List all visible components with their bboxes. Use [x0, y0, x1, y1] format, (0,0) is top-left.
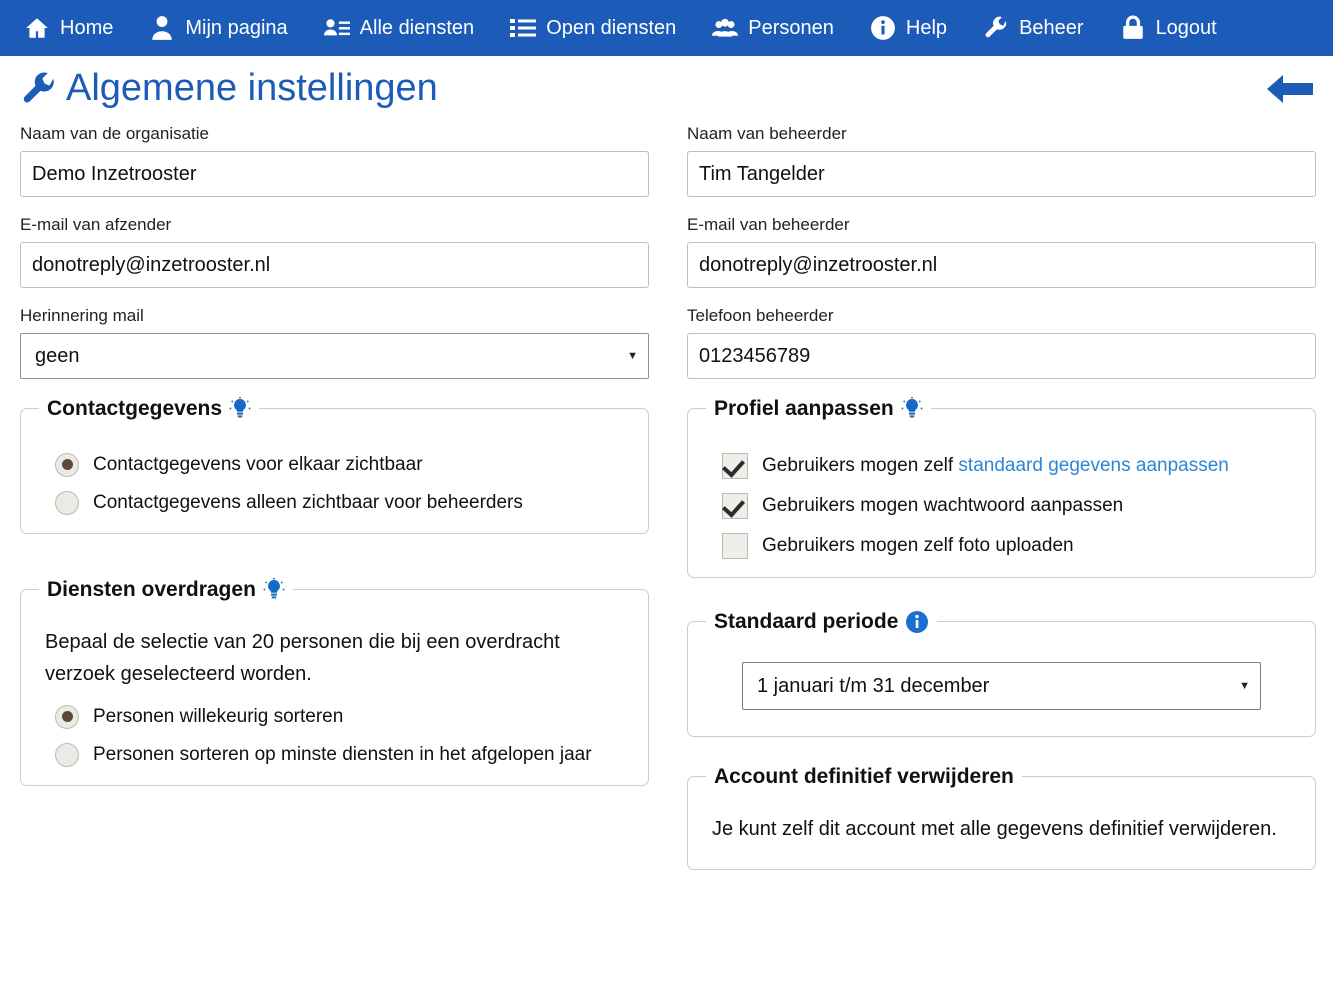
- nav-item-home[interactable]: [6, 0, 131, 56]
- diensten-overdragen-fieldset: [20, 578, 649, 786]
- right-column: [687, 124, 1316, 870]
- checkbox-change-password[interactable]: [722, 493, 748, 519]
- admin-name-label: Naam van beheerder: [687, 123, 847, 143]
- field-org-name: [20, 124, 649, 197]
- profile-option-row[interactable]: [722, 493, 1297, 519]
- field-reminder-mail: [20, 306, 649, 379]
- standaard-periode-fieldset: [687, 610, 1316, 737]
- chevron-down-icon: ▼: [1239, 679, 1250, 692]
- radio-sort-random[interactable]: [55, 705, 79, 729]
- contactgegevens-legend: [39, 397, 259, 421]
- sender-email-label: E-mail van afzender: [20, 214, 172, 234]
- list-icon: [510, 15, 536, 41]
- person-icon: [149, 15, 175, 41]
- field-admin-name: [687, 124, 1316, 197]
- nav-label: Home: [60, 16, 114, 39]
- transfer-option-label: Personen willekeurig sorteren: [93, 705, 344, 727]
- left-column: [20, 124, 649, 870]
- admin-name-input[interactable]: Tim Tangelder: [687, 151, 1316, 197]
- sender-email-input[interactable]: donotreply@inzetrooster.nl: [20, 242, 649, 288]
- lock-icon: [1120, 15, 1146, 41]
- nav-label: Personen: [748, 16, 834, 39]
- radio-contact-visible-all[interactable]: [55, 453, 79, 477]
- back-arrow-icon[interactable]: [1267, 72, 1313, 106]
- profile-option-label: Gebruikers mogen wachtwoord aanpassen: [762, 494, 1124, 516]
- nav-item-beheer[interactable]: [965, 0, 1102, 56]
- settings-columns: [0, 114, 1333, 870]
- group-icon: [712, 15, 738, 41]
- profiel-aanpassen-legend: [706, 397, 931, 421]
- wrench-icon: [983, 15, 1009, 41]
- nav-item-alle-diensten[interactable]: [306, 0, 493, 56]
- field-sender-email: [20, 215, 649, 288]
- people-list-icon: [324, 15, 350, 41]
- contact-option-row[interactable]: [55, 453, 630, 477]
- nav-item-mijn-pagina[interactable]: [131, 0, 305, 56]
- field-admin-email: [687, 215, 1316, 288]
- page-header: [0, 56, 1333, 114]
- radio-sort-least-shifts[interactable]: [55, 743, 79, 767]
- standaard-periode-field: [706, 644, 1297, 718]
- lightbulb-icon: [901, 397, 923, 421]
- nav-label: Open diensten: [546, 16, 677, 39]
- diensten-overdragen-legend-text: Diensten overdragen: [47, 577, 256, 601]
- checkbox-upload-photo[interactable]: [722, 533, 748, 559]
- page-title: Algemene instellingen: [66, 67, 438, 109]
- org-name-label: Naam van de organisatie: [20, 123, 210, 143]
- org-name-input[interactable]: Demo Inzetrooster: [20, 151, 649, 197]
- nav-label: Mijn pagina: [185, 16, 288, 39]
- main-navbar: [0, 0, 1333, 56]
- nav-item-help[interactable]: [852, 0, 965, 56]
- standaard-gegevens-link[interactable]: standaard gegevens aanpassen: [958, 454, 1229, 476]
- wrench-icon: [20, 70, 58, 108]
- transfer-option-label: Personen sorteren op minste diensten in het afgelopen jaar: [93, 743, 592, 765]
- profile-option-row[interactable]: [722, 533, 1297, 559]
- standaard-periode-select[interactable]: [742, 662, 1261, 710]
- contactgegevens-fieldset: [20, 397, 649, 534]
- lightbulb-icon: [263, 578, 285, 602]
- standaard-periode-legend: [706, 610, 937, 634]
- home-icon: [24, 15, 50, 41]
- nav-item-logout[interactable]: [1102, 0, 1235, 56]
- admin-phone-label: Telefoon beheerder: [687, 305, 834, 325]
- account-verwijderen-legend: Account definitief verwijderen: [714, 764, 1014, 788]
- radio-contact-visible-admins[interactable]: [55, 491, 79, 515]
- diensten-overdragen-description: Bepaal de selectie van 20 personen die bij een overdracht verzoek geselecteerd worden.: [45, 630, 560, 686]
- info-icon[interactable]: [905, 610, 929, 634]
- nav-label: Help: [905, 16, 948, 39]
- chevron-down-icon: ▼: [627, 349, 638, 362]
- nav-label: Logout: [1155, 16, 1217, 39]
- contactgegevens-legend-text: Contactgegevens: [47, 396, 223, 420]
- field-admin-phone: [687, 306, 1316, 379]
- profile-option-label: Gebruikers mogen zelf foto uploaden: [762, 534, 1074, 556]
- transfer-option-row[interactable]: [55, 743, 630, 767]
- admin-email-input[interactable]: donotreply@inzetrooster.nl: [687, 242, 1316, 288]
- nav-item-open-diensten[interactable]: [492, 0, 694, 56]
- standaard-periode-legend-text: Standaard periode: [714, 609, 899, 633]
- profile-option-text: Gebruikers mogen zelf: [762, 454, 959, 476]
- nav-label: Beheer: [1019, 16, 1084, 39]
- diensten-overdragen-legend: [39, 578, 293, 602]
- reminder-mail-value: geen: [35, 344, 80, 367]
- nav-label: Alle diensten: [359, 16, 475, 39]
- contact-option-label: Contactgegevens alleen zichtbaar voor beheerders: [93, 491, 523, 513]
- profile-option-row[interactable]: [722, 453, 1297, 479]
- reminder-mail-select[interactable]: [20, 333, 649, 379]
- account-verwijderen-description: Je kunt zelf dit account met alle gegevens definitief verwijderen.: [712, 817, 1277, 840]
- transfer-option-row[interactable]: [55, 705, 630, 729]
- nav-item-personen[interactable]: [694, 0, 852, 56]
- standaard-periode-value: 1 januari t/m 31 december: [757, 674, 990, 697]
- contact-option-label: Contactgegevens voor elkaar zichtbaar: [93, 453, 423, 475]
- checkbox-edit-standard-data[interactable]: [722, 453, 748, 479]
- profile-option-label: [762, 455, 1229, 477]
- profiel-aanpassen-fieldset: [687, 397, 1316, 578]
- account-verwijderen-fieldset: [687, 765, 1316, 870]
- admin-email-label: E-mail van beheerder: [687, 214, 850, 234]
- reminder-mail-label: Herinnering mail: [20, 305, 144, 325]
- profiel-aanpassen-legend-text: Profiel aanpassen: [714, 396, 894, 420]
- contact-option-row[interactable]: [55, 491, 630, 515]
- info-icon: [870, 15, 896, 41]
- lightbulb-icon: [229, 397, 251, 421]
- admin-phone-input[interactable]: 0123456789: [687, 333, 1316, 379]
